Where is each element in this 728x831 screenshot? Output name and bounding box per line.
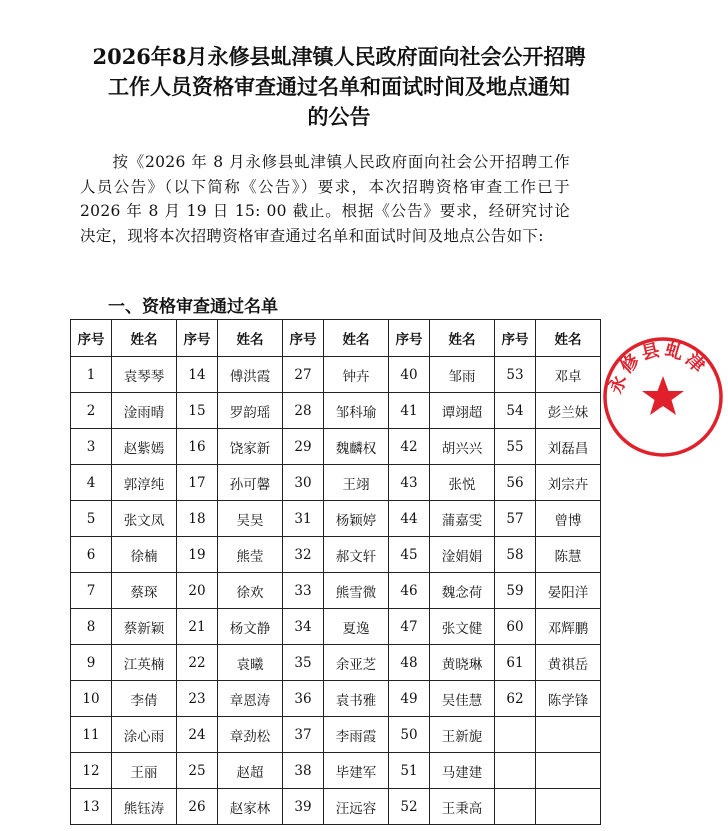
table-row — [71, 645, 601, 681]
candidate-name-cell: 谭翊超 — [430, 393, 495, 429]
candidate-name-cell: 蔡新颖 — [112, 609, 177, 645]
serial-number-cell: 26 — [177, 789, 218, 825]
candidate-name-cell: 王翊 — [324, 465, 389, 501]
candidate-name-cell: 王秉高 — [430, 789, 495, 825]
serial-number-cell: 32 — [283, 537, 324, 573]
candidate-name-cell: 晏阳洋 — [536, 573, 601, 609]
serial-number-cell: 33 — [283, 573, 324, 609]
candidate-name-cell: 王丽 — [112, 753, 177, 789]
serial-number-cell: 36 — [283, 681, 324, 717]
candidate-name-cell: 罗韵瑶 — [218, 393, 283, 429]
serial-number-cell: 2 — [71, 393, 112, 429]
serial-number-cell — [495, 753, 536, 789]
header-cell: 序号 — [177, 320, 218, 357]
serial-number-cell: 16 — [177, 429, 218, 465]
serial-number-cell: 50 — [389, 717, 430, 753]
candidate-name-cell: 淦雨晴 — [112, 393, 177, 429]
serial-number-cell: 61 — [495, 645, 536, 681]
serial-number-cell: 53 — [495, 357, 536, 393]
table-row — [71, 681, 601, 717]
serial-number-cell: 1 — [71, 357, 112, 393]
candidate-name-cell: 蔡琛 — [112, 573, 177, 609]
candidate-name-cell: 王新旎 — [430, 717, 495, 753]
serial-number-cell: 49 — [389, 681, 430, 717]
candidate-name-cell: 汪远容 — [324, 789, 389, 825]
serial-number-cell: 40 — [389, 357, 430, 393]
candidate-name-cell: 马建建 — [430, 753, 495, 789]
serial-number-cell: 57 — [495, 501, 536, 537]
header-cell: 姓名 — [430, 320, 495, 357]
candidate-name-cell: 张文凤 — [112, 501, 177, 537]
candidate-name-cell: 徐欢 — [218, 573, 283, 609]
candidate-name-cell: 赵紫嫣 — [112, 429, 177, 465]
serial-number-cell: 27 — [283, 357, 324, 393]
candidate-name-cell: 李雨霞 — [324, 717, 389, 753]
table-row — [71, 501, 601, 537]
candidate-name-cell: 熊莹 — [218, 537, 283, 573]
serial-number-cell: 28 — [283, 393, 324, 429]
serial-number-cell: 24 — [177, 717, 218, 753]
candidate-name-cell: 赵超 — [218, 753, 283, 789]
header-cell: 姓名 — [324, 320, 389, 357]
candidate-name-cell: 邹雨 — [430, 357, 495, 393]
serial-number-cell: 14 — [177, 357, 218, 393]
header-cell: 序号 — [389, 320, 430, 357]
table-row — [71, 537, 601, 573]
title-line-2: 工作人员资格审查通过名单和面试时间及地点通知 — [108, 74, 570, 99]
candidate-name-cell: 张文健 — [430, 609, 495, 645]
table-body — [71, 357, 601, 825]
serial-number-cell: 30 — [283, 465, 324, 501]
table-row — [71, 789, 601, 825]
candidate-name-cell: 魏念荷 — [430, 573, 495, 609]
table-row — [71, 357, 601, 393]
serial-number-cell: 4 — [71, 465, 112, 501]
candidate-name-cell: 熊钰涛 — [112, 789, 177, 825]
serial-number-cell: 48 — [389, 645, 430, 681]
table-row — [71, 465, 601, 501]
serial-number-cell: 45 — [389, 537, 430, 573]
candidate-name-cell: 淦娟娟 — [430, 537, 495, 573]
table-row — [71, 573, 601, 609]
table-header-row — [71, 320, 601, 357]
table-row — [71, 753, 601, 789]
serial-number-cell: 31 — [283, 501, 324, 537]
serial-number-cell: 19 — [177, 537, 218, 573]
serial-number-cell: 47 — [389, 609, 430, 645]
candidate-name-cell: 袁书雅 — [324, 681, 389, 717]
serial-number-cell: 22 — [177, 645, 218, 681]
candidate-name-cell: 曾博 — [536, 501, 601, 537]
serial-number-cell: 23 — [177, 681, 218, 717]
candidate-name-cell: 张悦 — [430, 465, 495, 501]
candidate-name-cell: 吴佳慧 — [430, 681, 495, 717]
serial-number-cell: 5 — [71, 501, 112, 537]
serial-number-cell: 43 — [389, 465, 430, 501]
serial-number-cell: 12 — [71, 753, 112, 789]
header-cell: 姓名 — [218, 320, 283, 357]
document-title — [40, 42, 638, 132]
candidate-name-cell: 郝文轩 — [324, 537, 389, 573]
serial-number-cell: 3 — [71, 429, 112, 465]
title-line-3: 的公告 — [307, 104, 371, 129]
candidate-name-cell: 刘宗卉 — [536, 465, 601, 501]
candidate-name-cell — [536, 717, 601, 753]
candidate-name-cell: 杨文静 — [218, 609, 283, 645]
candidate-name-cell: 饶家新 — [218, 429, 283, 465]
serial-number-cell: 20 — [177, 573, 218, 609]
candidate-name-cell — [536, 753, 601, 789]
table-row — [71, 717, 601, 753]
serial-number-cell: 54 — [495, 393, 536, 429]
table-row — [71, 609, 601, 645]
candidate-name-cell: 袁琴琴 — [112, 357, 177, 393]
intro-paragraph — [80, 150, 570, 248]
candidate-name-cell: 魏麟权 — [324, 429, 389, 465]
serial-number-cell — [495, 789, 536, 825]
serial-number-cell: 6 — [71, 537, 112, 573]
serial-number-cell: 18 — [177, 501, 218, 537]
serial-number-cell: 37 — [283, 717, 324, 753]
candidate-name-cell: 黄祺岳 — [536, 645, 601, 681]
seal-star-icon — [642, 376, 684, 415]
serial-number-cell: 55 — [495, 429, 536, 465]
serial-number-cell: 38 — [283, 753, 324, 789]
serial-number-cell: 60 — [495, 609, 536, 645]
header-cell: 序号 — [71, 320, 112, 357]
header-cell: 姓名 — [112, 320, 177, 357]
table-row — [71, 393, 601, 429]
candidate-name-cell: 蒲嘉雯 — [430, 501, 495, 537]
candidate-name-cell — [536, 789, 601, 825]
serial-number-cell: 56 — [495, 465, 536, 501]
candidate-name-cell: 李倩 — [112, 681, 177, 717]
serial-number-cell — [495, 717, 536, 753]
serial-number-cell: 39 — [283, 789, 324, 825]
candidate-name-cell: 江英楠 — [112, 645, 177, 681]
candidate-name-cell: 郭淳纯 — [112, 465, 177, 501]
candidate-name-cell: 章劲松 — [218, 717, 283, 753]
candidate-name-cell: 傅洪霞 — [218, 357, 283, 393]
header-cell: 姓名 — [536, 320, 601, 357]
serial-number-cell: 41 — [389, 393, 430, 429]
serial-number-cell: 10 — [71, 681, 112, 717]
candidate-name-cell: 刘磊昌 — [536, 429, 601, 465]
candidate-name-cell: 黄晓琳 — [430, 645, 495, 681]
intro-text: 按《2026 年 8 月永修县虬津镇人民政府面向社会公开招聘工作人员公告》（以下简称《公告》）要求，本次招聘资格审查工作已于 2026 年 8 月 19 日 15: 00 截止。根据《公告》要求，经研究讨论决定，现将本次招聘资格审查通过名单和面试时间及地点公告如下: — [80, 153, 570, 245]
header-cell: 序号 — [495, 320, 536, 357]
serial-number-cell: 59 — [495, 573, 536, 609]
candidate-name-cell: 陈学锋 — [536, 681, 601, 717]
candidate-name-cell: 邹科瑜 — [324, 393, 389, 429]
candidate-name-cell: 胡兴兴 — [430, 429, 495, 465]
candidate-name-cell: 袁曦 — [218, 645, 283, 681]
serial-number-cell: 51 — [389, 753, 430, 789]
serial-number-cell: 9 — [71, 645, 112, 681]
serial-number-cell: 42 — [389, 429, 430, 465]
serial-number-cell: 25 — [177, 753, 218, 789]
serial-number-cell: 52 — [389, 789, 430, 825]
candidate-name-cell: 余亚芝 — [324, 645, 389, 681]
candidate-name-cell: 熊雪微 — [324, 573, 389, 609]
official-seal — [598, 332, 728, 462]
qualified-candidates-table — [70, 319, 601, 825]
serial-number-cell: 11 — [71, 717, 112, 753]
candidate-name-cell: 杨颖婷 — [324, 501, 389, 537]
candidate-name-cell: 毕建军 — [324, 753, 389, 789]
table-row — [71, 429, 601, 465]
serial-number-cell: 44 — [389, 501, 430, 537]
serial-number-cell: 17 — [177, 465, 218, 501]
candidate-name-cell: 邓卓 — [536, 357, 601, 393]
seal-text-path: 永修县虬津 — [605, 339, 711, 397]
serial-number-cell: 62 — [495, 681, 536, 717]
serial-number-cell: 34 — [283, 609, 324, 645]
serial-number-cell: 35 — [283, 645, 324, 681]
candidate-name-cell: 夏逸 — [324, 609, 389, 645]
candidate-name-cell: 赵家林 — [218, 789, 283, 825]
serial-number-cell: 46 — [389, 573, 430, 609]
candidate-name-cell: 涂心雨 — [112, 717, 177, 753]
section-heading: 一、资格审查通过名单 — [108, 297, 278, 317]
candidate-name-cell: 徐楠 — [112, 537, 177, 573]
candidate-name-cell: 彭兰妹 — [536, 393, 601, 429]
header-cell: 序号 — [283, 320, 324, 357]
candidate-name-cell: 钟卉 — [324, 357, 389, 393]
candidate-name-cell: 邓辉鹏 — [536, 609, 601, 645]
serial-number-cell: 7 — [71, 573, 112, 609]
title-line-1: 2026年8月永修县虬津镇人民政府面向社会公开招聘 — [92, 44, 586, 69]
serial-number-cell: 21 — [177, 609, 218, 645]
serial-number-cell: 29 — [283, 429, 324, 465]
candidate-name-cell: 章恩涛 — [218, 681, 283, 717]
candidate-name-cell: 吴昊 — [218, 501, 283, 537]
candidate-name-cell: 孙可馨 — [218, 465, 283, 501]
serial-number-cell: 58 — [495, 537, 536, 573]
serial-number-cell: 8 — [71, 609, 112, 645]
candidate-name-cell: 陈慧 — [536, 537, 601, 573]
serial-number-cell: 15 — [177, 393, 218, 429]
serial-number-cell: 13 — [71, 789, 112, 825]
